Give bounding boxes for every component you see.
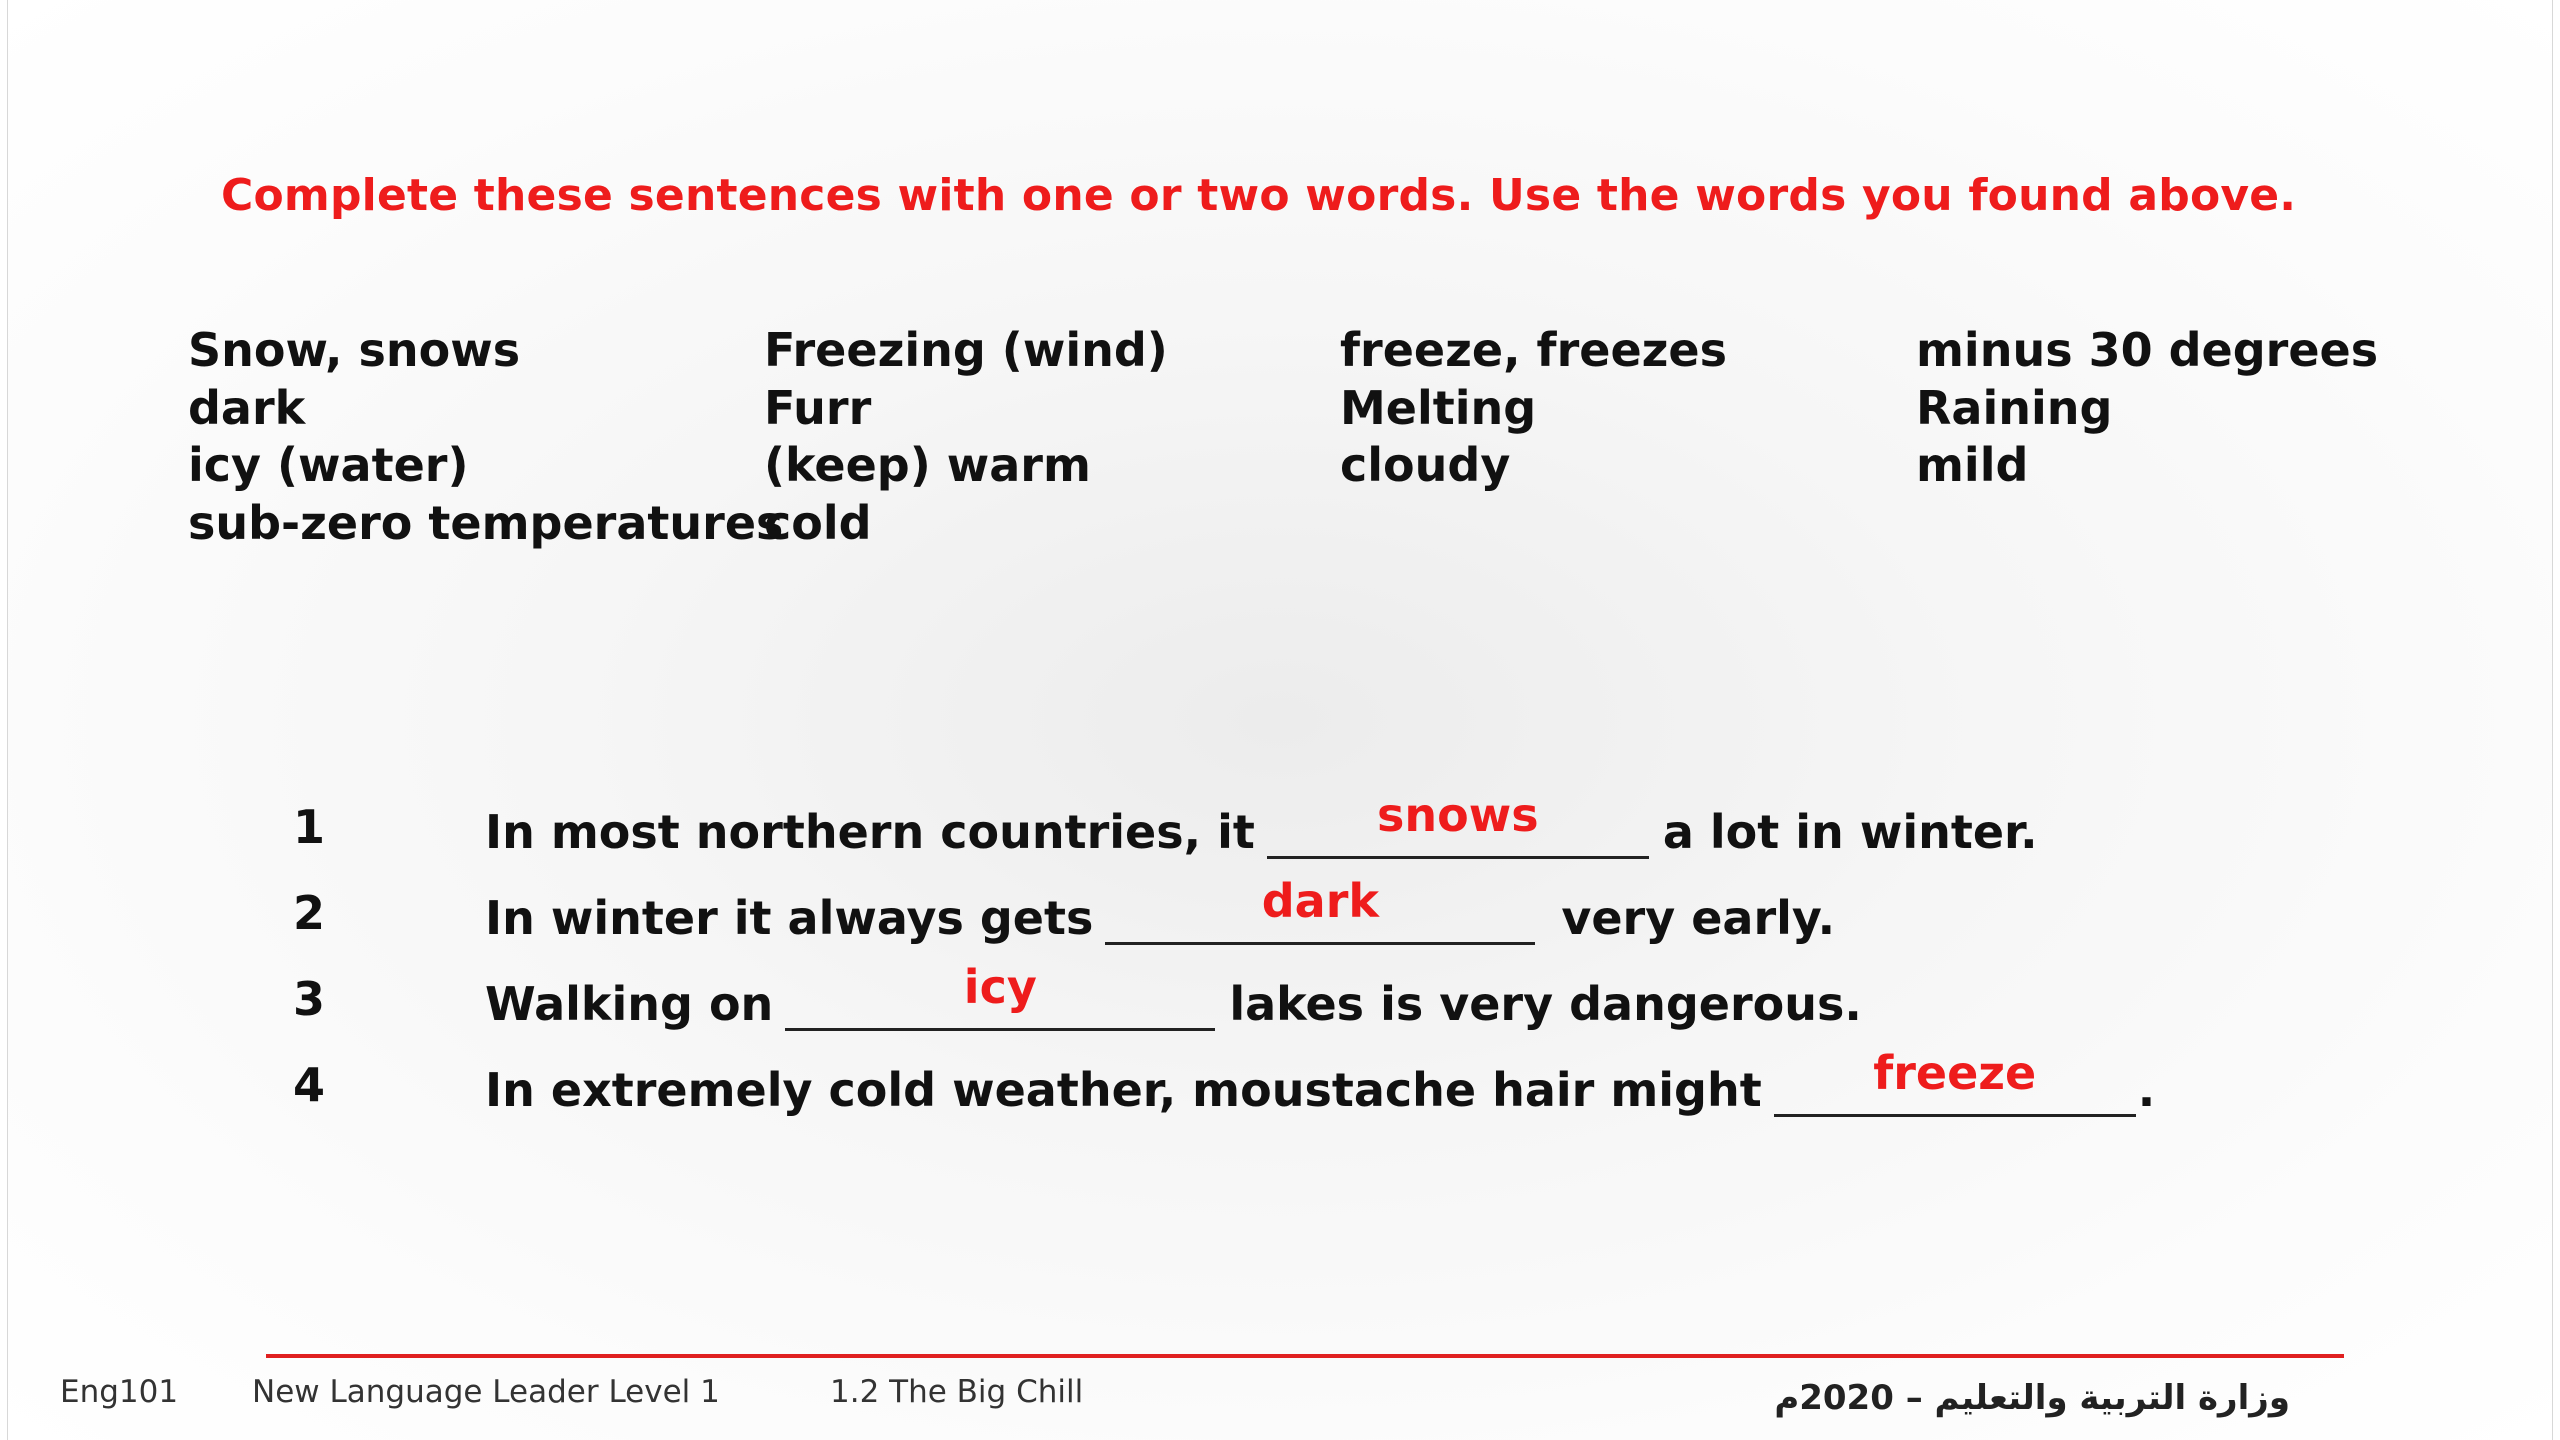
word-bank-item: minus 30 degrees [1916,323,2379,377]
word-bank-item: Raining [1916,380,2113,435]
exercise-sentence [485,1046,2156,1117]
answer-blank[interactable] [1267,788,1649,859]
word-bank-item: freeze, freezes [1340,323,1728,377]
word-bank-item: icy (water) [188,438,469,492]
exercise-row [8,876,2208,956]
answer-blank[interactable] [1105,874,1535,945]
footer-ministry: وزارة التربية والتعليم – 2020م [1774,1378,2290,1418]
exercise-number: 1 [293,800,326,854]
answer-text: dark [1261,874,1379,928]
exercise-sentence [485,874,1836,945]
answer-blank[interactable] [1774,1046,2136,1117]
footer-course-code: Eng101 [60,1374,179,1410]
exercise-number: 4 [293,1058,326,1112]
footer-divider [266,1354,2344,1358]
word-bank-item: Melting [1340,380,1537,435]
exercise-row [8,1048,2208,1128]
sentence-before: In extremely cold weather, moustache hair might [485,1063,1762,1117]
slide [8,0,2552,1440]
word-bank-column-4 [1916,322,2378,495]
word-bank-item: Snow, snows [188,323,521,377]
word-bank-column-2 [764,322,1168,552]
word-bank-item: cloudy [1340,438,1511,492]
answer-text: snows [1377,788,1539,842]
exercise-sentence [485,960,1862,1031]
word-bank-item: (keep) warm [764,438,1091,492]
exercise-sentence [485,788,2038,859]
word-bank-item: mild [1916,438,2029,492]
word-bank-column-1 [188,322,783,552]
answer-text: icy [963,960,1037,1014]
exercise-row [8,790,2208,870]
word-bank-item: Freezing (wind) [764,323,1168,377]
word-bank-item: dark [188,380,306,435]
exercise-number: 3 [293,972,326,1026]
exercise-row [8,962,2208,1042]
footer-book-title: New Language Leader Level 1 [252,1374,720,1410]
word-bank-item: cold [764,495,872,550]
footer-unit-title: 1.2 The Big Chill [830,1374,1084,1410]
word-bank-column-3 [1340,322,1727,495]
sentence-before: In winter it always gets [485,891,1094,945]
sentence-after: . [2137,1063,2156,1117]
sentence-before: Walking on [485,977,774,1031]
sentence-after: lakes is very dangerous. [1229,977,1862,1031]
answer-text: freeze [1873,1046,2037,1100]
word-bank-item: sub-zero temperatures [188,495,784,550]
instruction-text: Complete these sentences with one or two words. Use the words you found above. [221,170,2297,221]
answer-blank[interactable] [785,960,1215,1031]
sentence-after: very early. [1561,891,1836,945]
sentence-after: a lot in winter. [1662,805,2038,859]
word-bank-item: Furr [764,380,872,435]
exercise-number: 2 [293,886,326,940]
sentence-before: In most northern countries, it [485,805,1255,859]
